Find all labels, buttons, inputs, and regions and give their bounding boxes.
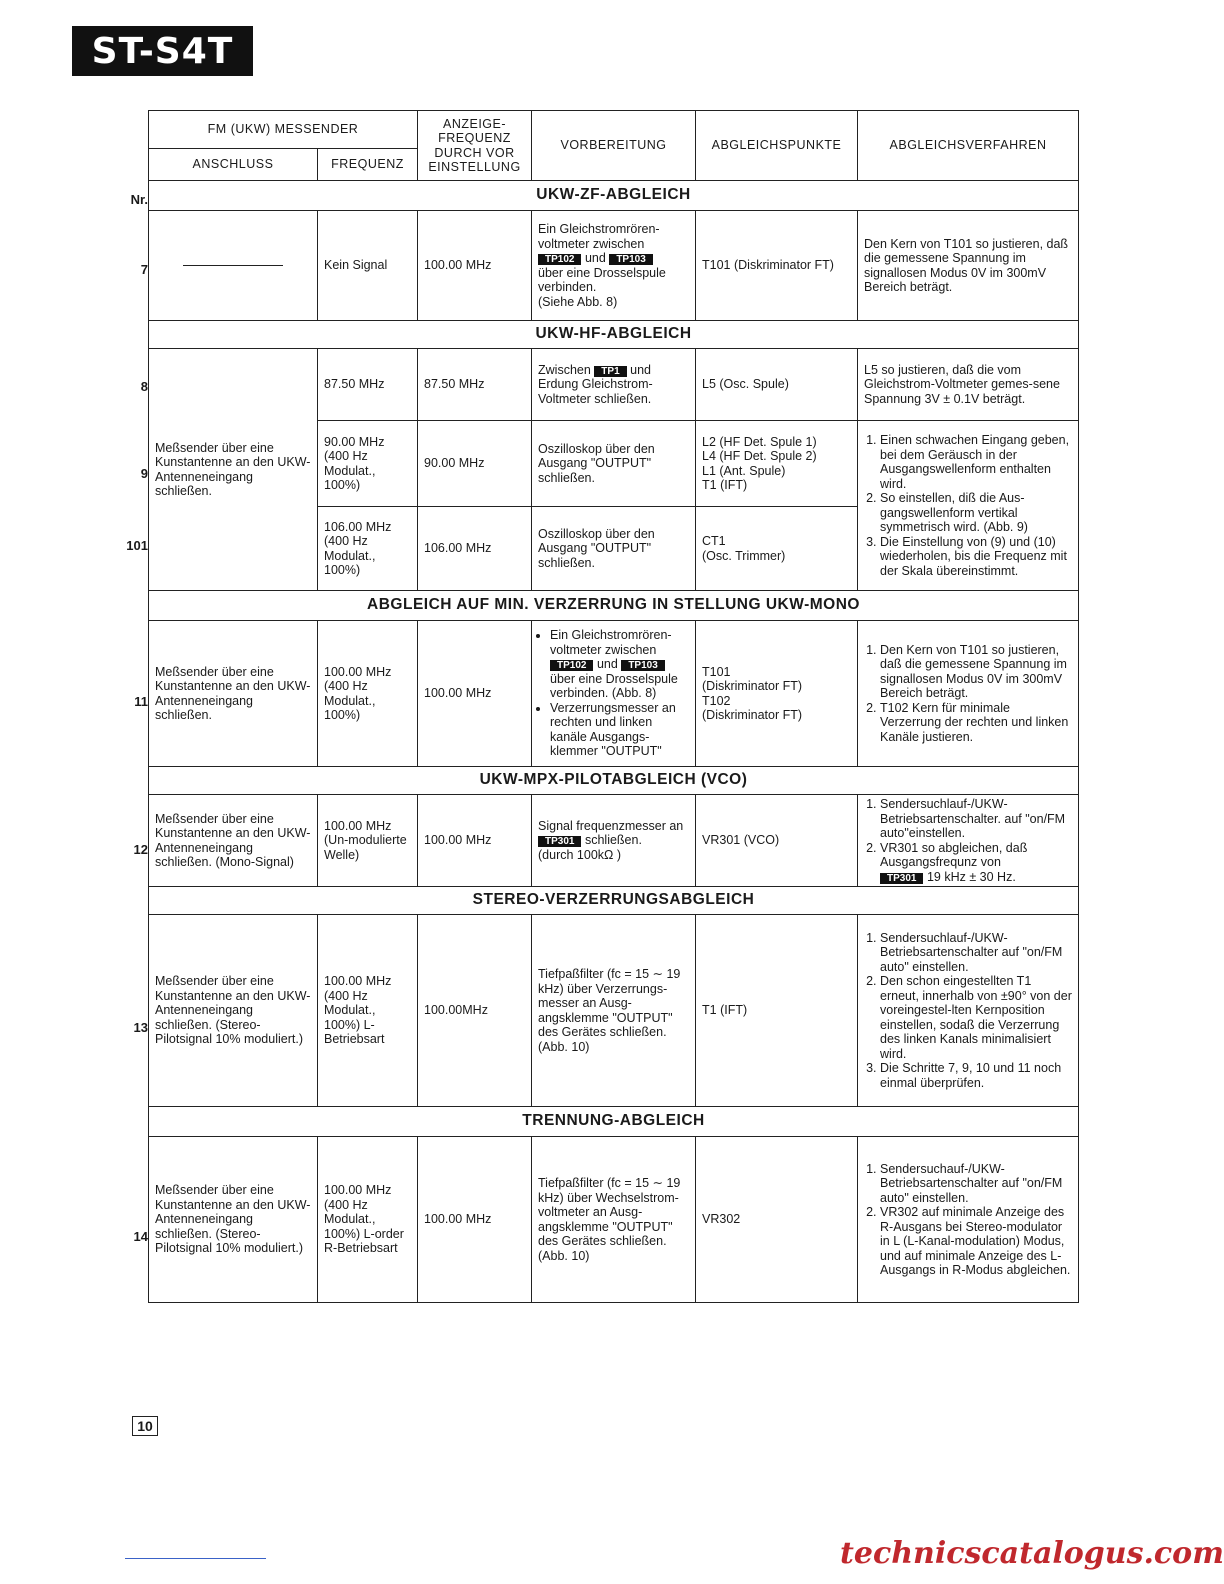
- procedure-cell: [858, 621, 1079, 767]
- section-zf: UKW-ZF-ABGLEICH: [149, 181, 1079, 211]
- connection-cell: Meßsender über eine Kunstantenne an den UKW-Antenneneingang schließen. (Mono-Signal): [149, 795, 318, 887]
- footer-link-line: [125, 1558, 266, 1559]
- procedure-step: 2. VR301 so abgleichen, daß Ausgangsfrequnz von TP301 19 kHz ± 30 Hz.: [880, 841, 1072, 885]
- preparation-cell: Signal frequenzmesser an TP301 schließen. (durch 100kΩ ): [532, 795, 696, 887]
- adjustment-points-cell: T101 (Diskriminator FT) T102 (Diskriminator FT): [696, 621, 858, 767]
- adjustment-points-cell: L5 (Osc. Spule): [696, 349, 858, 421]
- procedure-step: 1. Sendersuchlauf-/UKW-Betriebsartenschalter auf "on/FM auto" einstellen.: [880, 931, 1072, 975]
- display-frequency-cell: 90.00 MHz: [418, 421, 532, 507]
- row-number-13: 13: [133, 1020, 148, 1035]
- procedure-step: 3. Die Schritte 7, 9, 10 und 11 noch einmal überprüfen.: [880, 1061, 1072, 1090]
- connection-cell: Meßsender über eine Kunstantenne an den UKW-Antenneneingang schließen. (Stereo-Pilotsignal 10% moduliert.): [149, 915, 318, 1107]
- procedure-step: 2. So einstellen, diß die Aus-gangswellenform vertikal symmetrisch wird. (Abb. 9): [880, 491, 1072, 535]
- preparation-cell: Oszilloskop über den Ausgang "OUTPUT" schließen.: [532, 507, 696, 591]
- preparation-cell: Ein Gleichstromrören-voltmeter zwischen TP102 und TP103 über eine Drosselspule verbinden. (Siehe Abb. 8): [532, 211, 696, 321]
- preparation-cell: Tiefpaßfilter (fc = 15 ∼ 19 kHz) über Wechselstrom-voltmeter an Ausg-angsklemme "OUTPUT" des Gerätes schließen. (Abb. 10): [532, 1137, 696, 1303]
- procedure-step: 3. Die Einstellung von (9) und (10) wiederholen, bis die Frequenz mit der Skala übereinstimmt.: [880, 535, 1072, 579]
- section-separation: TRENNUNG-ABGLEICH: [149, 1107, 1079, 1137]
- display-frequency-cell: 100.00 MHz: [418, 1137, 532, 1303]
- procedure-cell: Den Kern von T101 so justieren, daß die gemessene Spannung im signallosen Modus 0V im 300mV Bereich beträgt.: [858, 211, 1079, 321]
- display-frequency-cell: 87.50 MHz: [418, 349, 532, 421]
- procedure-cell: [858, 421, 1079, 591]
- procedure-step: 2. T102 Kern für minimale Verzerrung der rechten und linken Kanäle justieren.: [880, 701, 1072, 745]
- frequency-cell: 87.50 MHz: [318, 349, 418, 421]
- header-row-1: [149, 111, 1079, 149]
- adjustment-points-cell: VR301 (VCO): [696, 795, 858, 887]
- table-row-8: [149, 349, 1079, 421]
- frequency-cell: 100.00 MHz (Un-modulierte Welle): [318, 795, 418, 887]
- header-procedure: ABGLEICHSVERFAHREN: [858, 111, 1079, 181]
- frequency-cell: Kein Signal: [318, 211, 418, 321]
- row-number-11: 11: [134, 694, 148, 709]
- watermark: technicscatalogus.com: [840, 1536, 1224, 1571]
- header-connection: ANSCHLUSS: [149, 149, 318, 181]
- section-vco: UKW-MPX-PILOTABGLEICH (VCO): [149, 767, 1079, 795]
- procedure-cell: [858, 795, 1079, 887]
- preparation-cell: Oszilloskop über den Ausgang "OUTPUT" schließen.: [532, 421, 696, 507]
- row-number-8: 8: [140, 379, 148, 394]
- tp103-label: TP103: [621, 660, 664, 671]
- frequency-cell: 100.00 MHz (400 Hz Modulat., 100%): [318, 621, 418, 767]
- table-row-11: [149, 621, 1079, 767]
- section-hf: UKW-HF-ABGLEICH: [149, 321, 1079, 349]
- frequency-cell: 90.00 MHz (400 Hz Modulat., 100%): [318, 421, 418, 507]
- connection-cell: Meßsender über eine Kunstantenne an den UKW-Antenneneingang schließen.: [149, 621, 318, 767]
- display-frequency-cell: 106.00 MHz: [418, 507, 532, 591]
- procedure-step: 1. Sendersuchlauf-/UKW-Betriebsartenschalter. auf "on/FM auto"einstellen.: [880, 797, 1072, 841]
- tp102-label: TP102: [550, 660, 593, 671]
- display-frequency-cell: 100.00 MHz: [418, 795, 532, 887]
- adjustment-points-cell: CT1 (Osc. Trimmer): [696, 507, 858, 591]
- row-number-14: 14: [133, 1229, 148, 1244]
- display-frequency-cell: 100.00MHz: [418, 915, 532, 1107]
- row-number-12: 12: [133, 842, 148, 857]
- frequency-cell: 100.00 MHz (400 Hz Modulat., 100%) L-order R-Betriebsart: [318, 1137, 418, 1303]
- nr-label: Nr.: [130, 192, 148, 207]
- header-signal-generator: FM (UKW) MESSENDER: [149, 111, 418, 149]
- tp301-label: TP301: [880, 873, 923, 884]
- header-display-frequency: ANZEIGE-FREQUENZ DURCH VOR EINSTELLUNG: [418, 111, 532, 181]
- preparation-cell: Tiefpaßfilter (fc = 15 ∼ 19 kHz) über Verzerrungs-messer an Ausg-angsklemme "OUTPUT" des Gerätes schließen. (Abb. 10): [532, 915, 696, 1107]
- table-row-7: [149, 211, 1079, 321]
- row-number-9: 9: [140, 466, 148, 481]
- procedure-step: 2. VR302 auf minimale Anzeige des R-Ausgans bei Stereo-modulator in L (L-Kanal-modulation) Modus, und auf minimale Anzeige des L-Ausgangs in R-Modus abgleichen.: [880, 1205, 1072, 1278]
- tp1-label: TP1: [594, 366, 626, 377]
- page-number: 10: [132, 1416, 158, 1436]
- row-number-7: 7: [140, 262, 148, 277]
- header-frequency: FREQUENZ: [318, 149, 418, 181]
- header-adjustment-points: ABGLEICHSPUNKTE: [696, 111, 858, 181]
- adjustment-points-cell: VR302: [696, 1137, 858, 1303]
- procedure-step: 1. Den Kern von T101 so justieren, daß die gemessene Spannung im signallosen Modus 0V im 300mV Bereich beträgt.: [880, 643, 1072, 701]
- table-row-14: [149, 1137, 1079, 1303]
- frequency-cell: 106.00 MHz (400 Hz Modulat., 100%): [318, 507, 418, 591]
- model-badge: ST-S4T: [72, 26, 253, 76]
- procedure-cell: L5 so justieren, daß die vom Gleichstrom-Voltmeter gemes-sene Spannung 3V ± 0.1V beträgt.: [858, 349, 1079, 421]
- row-number-10: 101: [126, 538, 148, 553]
- display-frequency-cell: 100.00 MHz: [418, 211, 532, 321]
- procedure-step: 1. Sendersuchauf-/UKW-Betriebsartenschalter auf "on/FM auto" einstellen.: [880, 1162, 1072, 1206]
- procedure-cell: [858, 1137, 1079, 1303]
- adjustment-points-cell: T101 (Diskriminator FT): [696, 211, 858, 321]
- preparation-cell: • Ein Gleichstromrören-voltmeter zwischen TP102 und TP103 über eine Drosselspule verbinden. (Abb. 8) • Verzerrungsmesser an rechten und linken kanäle Ausgangs-klemmer "OUTPUT": [532, 621, 696, 767]
- procedure-step: 2. Den schon eingestellten T1 erneut, innerhalb von ±90° von der voreingestel-lten Kernposition einstellen, sodaß die Verzerrung des linken Kanals minimalisiert wird.: [880, 974, 1072, 1061]
- header-preparation: VORBEREITUNG: [532, 111, 696, 181]
- tp301-label: TP301: [538, 836, 581, 847]
- frequency-cell: 100.00 MHz (400 Hz Modulat., 100%) L-Betriebsart: [318, 915, 418, 1107]
- procedure-step: 1. Einen schwachen Eingang geben, bei dem Geräusch in der Ausgangswellenform enthalten wird.: [880, 433, 1072, 491]
- procedure-cell: [858, 915, 1079, 1107]
- section-mono: ABGLEICH AUF MIN. VERZERRUNG IN STELLUNG UKW-MONO: [149, 591, 1079, 621]
- table-row-13: [149, 915, 1079, 1107]
- connection-none: [149, 211, 318, 321]
- connection-cell: Meßsender über eine Kunstantenne an den UKW-Antenneneingang schließen.: [149, 349, 318, 591]
- tp103-label: TP103: [609, 254, 652, 265]
- table-row-12: [149, 795, 1079, 887]
- tp102-label: TP102: [538, 254, 581, 265]
- adjustment-points-cell: L2 (HF Det. Spule 1) L4 (HF Det. Spule 2) L1 (Ant. Spule) T1 (IFT): [696, 421, 858, 507]
- connection-cell: Meßsender über eine Kunstantenne an den UKW-Antenneneingang schließen. (Stereo-Pilotsignal 10% moduliert.): [149, 1137, 318, 1303]
- section-stereo: STEREO-VERZERRUNGSABGLEICH: [149, 887, 1079, 915]
- alignment-table: [148, 110, 1079, 1303]
- preparation-cell: Zwischen TP1 und Erdung Gleichstrom-Voltmeter schließen.: [532, 349, 696, 421]
- adjustment-points-cell: T1 (IFT): [696, 915, 858, 1107]
- display-frequency-cell: 100.00 MHz: [418, 621, 532, 767]
